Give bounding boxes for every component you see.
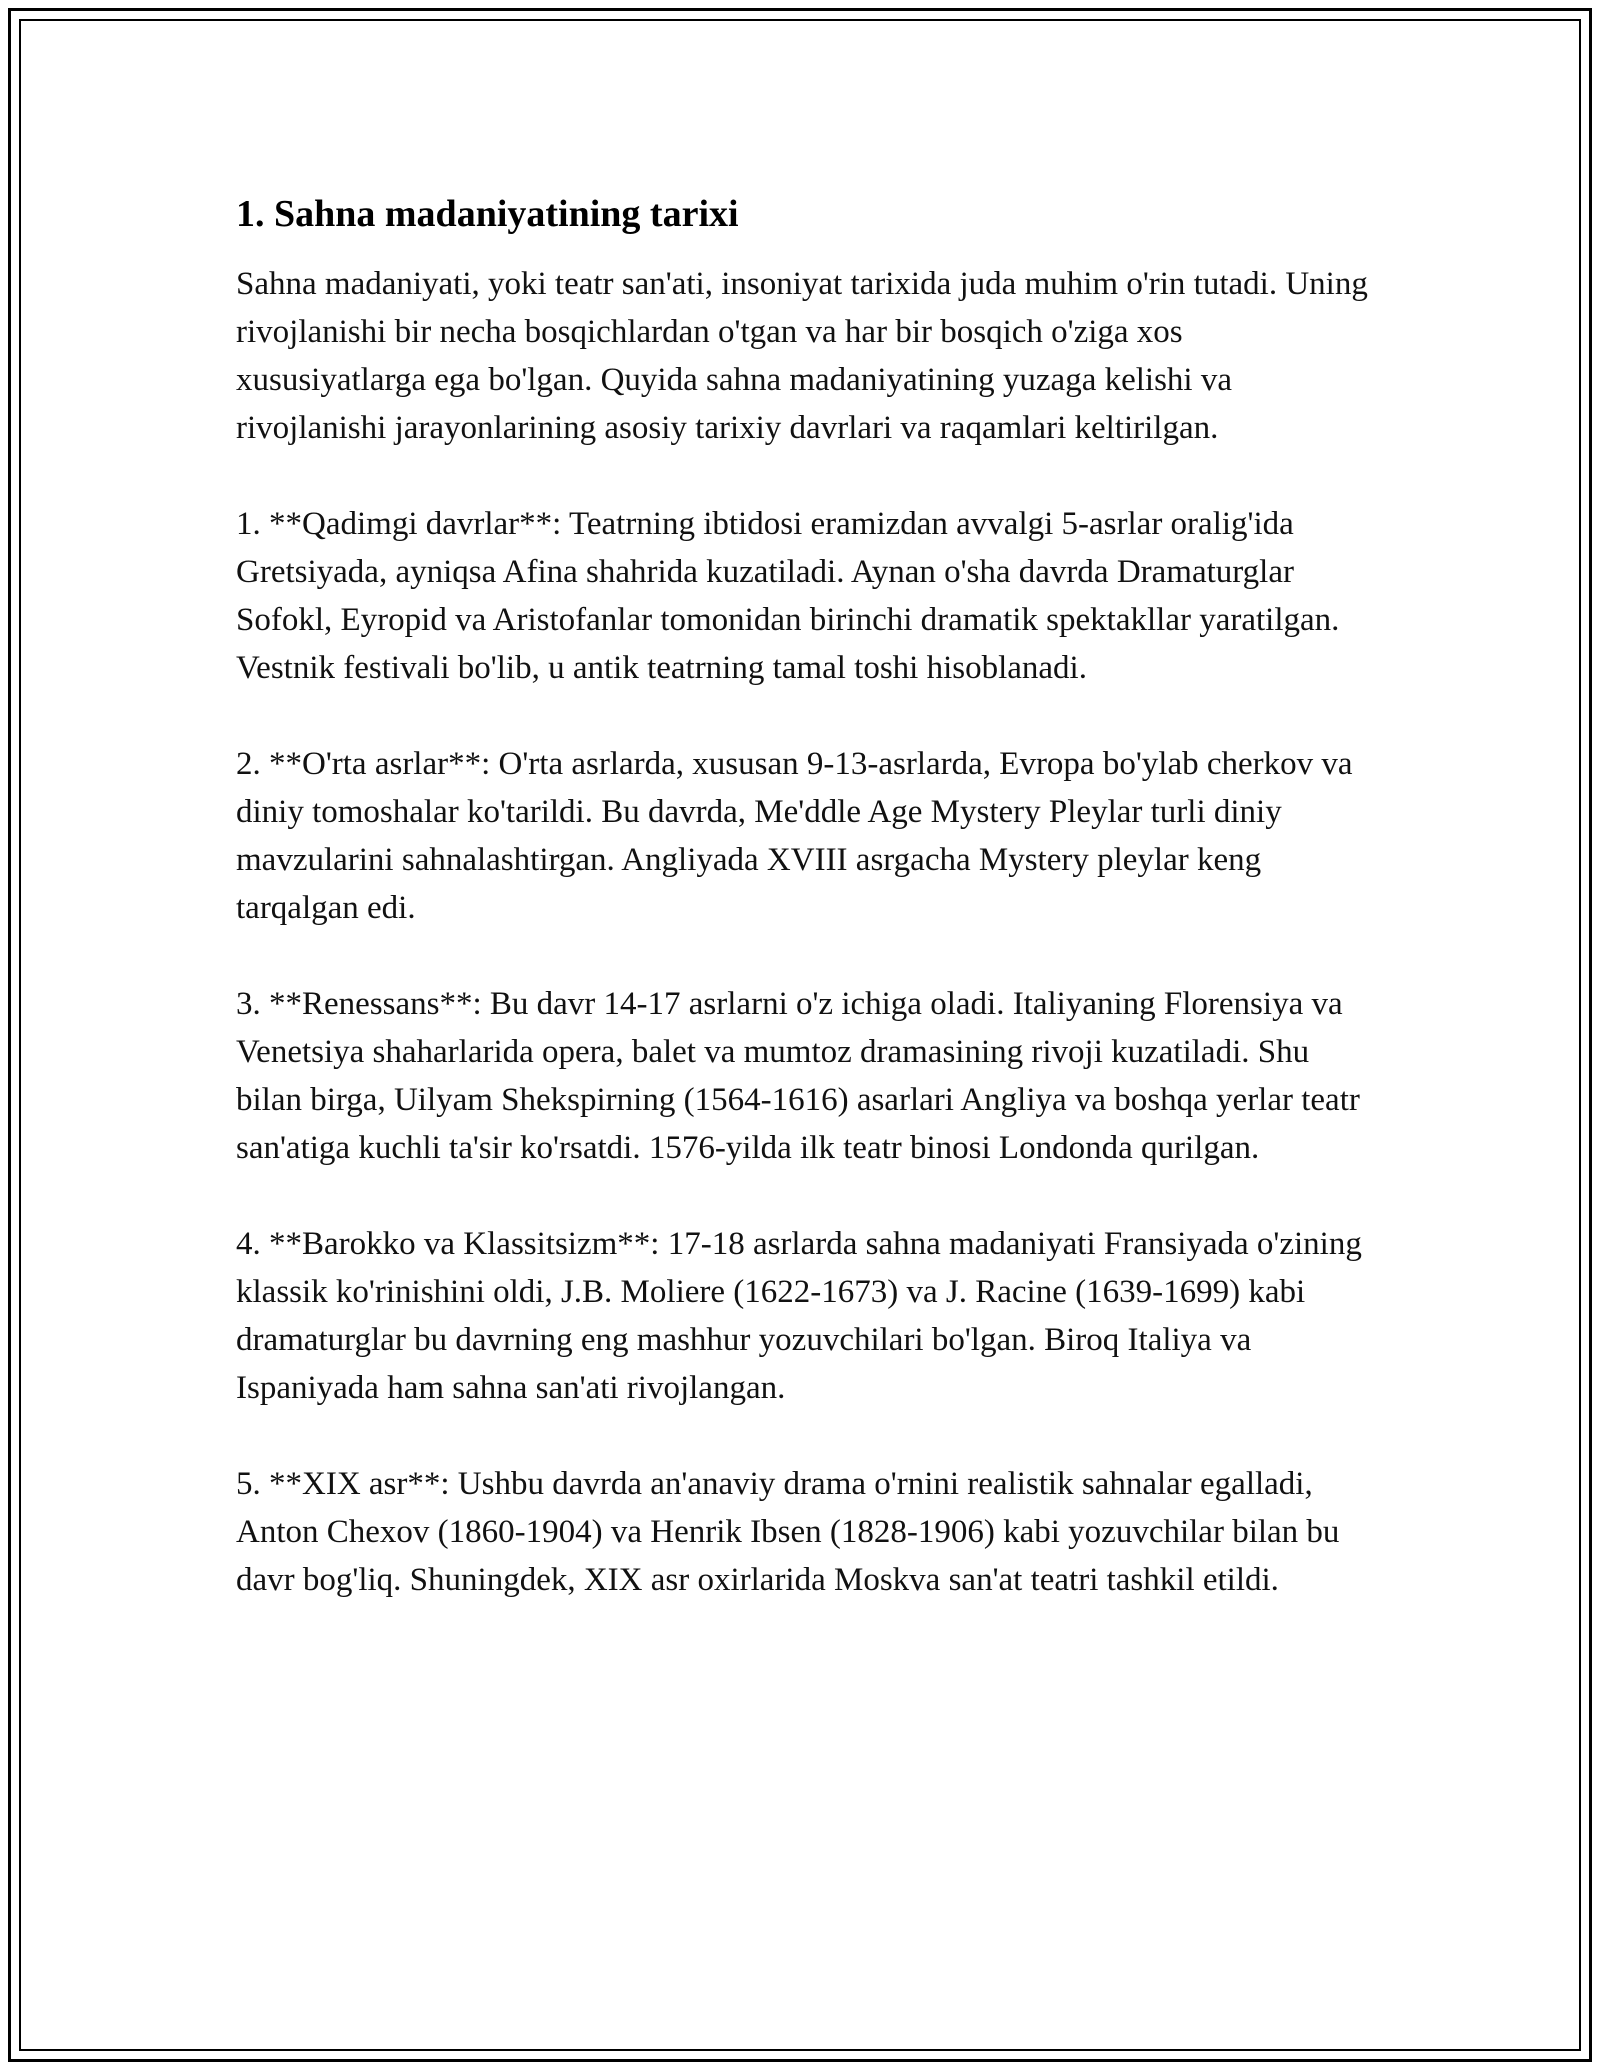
intro-paragraph: Sahna madaniyati, yoki teatr san'ati, insoniyat tarixida juda muhim o'rin tutadi. Uning rivojlanishi bir necha bosqichlardan o'tgan va har bir bosqich o'ziga xos xususiyatlarga ega bo'lgan. Quyida sahna madaniyatining yuzaga kelishi va rivojlanishi jarayonlarining asosiy tarixiy davrlari va raqamlari keltirilgan.	[236, 266, 1368, 446]
period-ancient-paragraph: 1. **Qadimgi davrlar**: Teatrning ibtidosi eramizdan avvalgi 5-asrlar oralig'ida Gretsiyada, ayniqsa Afina shahrida kuzatiladi. Aynan o'sha davrda Dramaturglar Sofokl, Eyropid va Aristofanlar tomonidan birinchi dramatik spektakllar yaratilgan. Vestnik festivali bo'lib, u antik teatrning tamal toshi hisoblanadi.	[236, 506, 1340, 686]
document-body	[236, 190, 1376, 1652]
period-renaissance-paragraph: 3. **Renessans**: Bu davr 14-17 asrlarni o'z ichiga oladi. Italiyaning Florensiya va Venetsiya shaharlarida opera, balet va mumtoz dramasining rivoji kuzatiladi. Shu bilan birga, Uilyam Shekspirning (1564-1616) asarlari Angliya va boshqa yerlar teatr san'atiga kuchli ta'sir ko'rsatdi. 1576-yilda ilk teatr binosi Londonda qurilgan.	[236, 986, 1360, 1166]
period-middle-ages-paragraph: 2. **O'rta asrlar**: O'rta asrlarda, xususan 9-13-asrlarda, Evropa bo'ylab cherkov va diniy tomoshalar ko'tarildi. Bu davrda, Me'ddle Age Mystery Pleylar turli diniy mavzularini sahnalashtirgan. Angliyada XVIII asrgacha Mystery pleylar keng tarqalgan edi.	[236, 746, 1353, 926]
period-19th-century-paragraph: 5. **XIX asr**: Ushbu davrda an'anaviy drama o'rnini realistik sahnalar egalladi, Anton Chexov (1860-1904) va Henrik Ibsen (1828-1906) kabi yozuvchilar bilan bu davr bog'liq. Shuningdek, XIX asr oxirlarida Moskva san'at teatri tashkil etildi.	[236, 1466, 1340, 1598]
period-baroque-paragraph: 4. **Barokko va Klassitsizm**: 17-18 asrlarda sahna madaniyati Fransiyada o'zining klassik ko'rinishini oldi, J.B. Moliere (1622-1673) va J. Racine (1639-1699) kabi dramaturglar bu davrning eng mashhur yozuvchilari bo'lgan. Biroq Italiya va Ispaniyada ham sahna san'ati rivojlangan.	[236, 1226, 1362, 1406]
section-heading: 1. Sahna madaniyatining tarixi	[236, 193, 739, 235]
